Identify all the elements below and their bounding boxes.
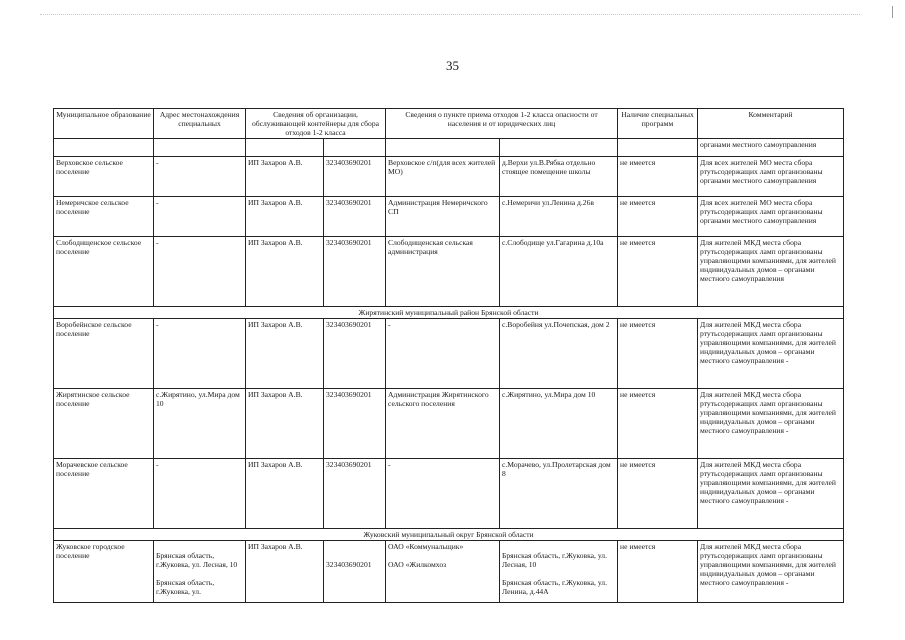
cell-comment: Для жителей МКД места сбора ртутьсодержащих ламп организованы управляющими компаниями, для жителей индивидуальных домов – органами местного самоуправления -: [698, 389, 844, 459]
cell-municipality: Верховское сельское поселение: [54, 157, 154, 197]
scan-noise-line: [40, 14, 860, 16]
cell-inn: 323403690201: [324, 389, 386, 459]
cell-inn: 323403690201: [324, 459, 386, 529]
cell-comment: Для всех жителей МО места сбора ртутьсодержащих ламп организованы органами местного самоуправления: [698, 157, 844, 197]
cell-comment: Для всех жителей МО места сбора ртутьсодержащих ламп организованы органами местного самоуправления: [698, 197, 844, 237]
cell-org: ИП Захаров А.В.: [246, 237, 324, 307]
cell-point-name: Администрация Жирятинского сельского поселения: [386, 389, 500, 459]
cell-org: ИП Захаров А.В.: [246, 459, 324, 529]
header-organization: Сведения об организации, обслуживающей контейнеры для сбора отходов 1-2 класса: [246, 109, 386, 139]
cell-org: ИП Захаров А.В.: [246, 389, 324, 459]
cell-programs: не имеется: [618, 389, 698, 459]
cell-programs: не имеется: [618, 157, 698, 197]
cell-comment: Для жителей МКД места сбора ртутьсодержащих ламп организованы управляющими компаниями, для жителей индивидуальных домов – органами местного самоуправления -: [698, 541, 844, 603]
cell-comment: Для жителей МКД места сбора ртутьсодержащих ламп организованы управляющими компаниями, для жителей индивидуальных домов – органами местного самоуправления -: [698, 459, 844, 529]
scan-corner-mark: [892, 6, 893, 18]
cell-point-address: [500, 541, 618, 603]
header-programs: Наличие специальных программ: [618, 109, 698, 139]
cell-org: ИП Захаров А.В.: [246, 319, 324, 389]
cell-comment: Для жителей МКД места сбора ртутьсодержащих ламп организованы управляющими компаниями, для жителей индивидуальных домов – органами местного самоуправления: [698, 237, 844, 307]
cell-inn: 323403690201: [324, 197, 386, 237]
cell-point-address: с.Морачево, ул.Пролетарская дом 8: [500, 459, 618, 529]
cell-address: -: [154, 157, 246, 197]
table-row: [54, 237, 844, 307]
cell-point-name: -: [386, 319, 500, 389]
cell-point-address: с.Слободище ул.Гагарина д.10а: [500, 237, 618, 307]
cell-org: ИП Захаров А.В.: [246, 157, 324, 197]
cell-address-line-2: Брянская область, г.Жуковка, ул.: [156, 578, 215, 596]
cell-programs: не имеется: [618, 319, 698, 389]
table-row: [54, 389, 844, 459]
header-comment: Комментарий: [698, 109, 844, 139]
cell-address-line-1: Брянская область, г.Жуковка, ул. Лесная, 10: [156, 551, 238, 569]
table-row: [54, 197, 844, 237]
cell-inn: 323403690201: [324, 157, 386, 197]
cell-inn: [324, 541, 386, 603]
header-municipality: Муниципальное образование: [54, 109, 154, 139]
continuation-comment: органами местного самоуправления: [698, 139, 844, 157]
cell-point-name-2: ОАО «Жилкомхоз: [388, 560, 447, 569]
cell-municipality: Жирятинское сельское поселение: [54, 389, 154, 459]
section-row: [54, 307, 844, 319]
cell-point-address: д.Верхи ул.В.Рябка отдельно стоящее помещение школы: [500, 157, 618, 197]
table-header-row: [54, 109, 844, 139]
header-address: Адрес местонахождения специальных: [154, 109, 246, 139]
cell-point-address: с.Воробейня ул.Почепская, дом 2: [500, 319, 618, 389]
cell-point-name: Верховское с/п(для всех жителей МО): [386, 157, 500, 197]
cell-programs: не имеется: [618, 237, 698, 307]
waste-collection-table: [53, 108, 844, 603]
cell-address: -: [154, 459, 246, 529]
section-row: [54, 529, 844, 541]
cell-address: [154, 541, 246, 603]
page-number: 35: [446, 58, 459, 73]
cell-inn: 323403690201: [324, 237, 386, 307]
cell-address: -: [154, 237, 246, 307]
section-title-zhiryatino: Жирятинский муниципальный район Брянской области: [54, 307, 844, 319]
table-row: [54, 157, 844, 197]
cell-municipality: Немеричское сельское поселение: [54, 197, 154, 237]
cell-point-address-2: Брянская область, г.Жуковка, ул. Ленина, д.44А: [502, 578, 607, 596]
cell-point-address: с.Немеричи ул.Ленина д.26в: [500, 197, 618, 237]
table-row: [54, 319, 844, 389]
table-row: [54, 541, 844, 603]
cell-org: ИП Захаров А.В.: [246, 541, 324, 603]
cell-point-address: с.Жирятино, ул.Мира дом 10: [500, 389, 618, 459]
cell-municipality: Жуковское городское поселение: [54, 541, 154, 603]
cell-point-name-1: ОАО «Коммунальщик»: [388, 542, 464, 551]
continuation-row: [54, 139, 844, 157]
cell-programs: не имеется: [618, 541, 698, 603]
cell-inn: 323403690201: [324, 319, 386, 389]
cell-point-name: [386, 541, 500, 603]
cell-comment: Для жителей МКД места сбора ртутьсодержащих ламп организованы управляющими компаниями, для жителей индивидуальных домов – органами местного самоуправления -: [698, 319, 844, 389]
cell-municipality: Слободищенское сельское поселение: [54, 237, 154, 307]
cell-programs: не имеется: [618, 459, 698, 529]
cell-municipality: Воробейнское сельское поселение: [54, 319, 154, 389]
section-title-zhukovka: Жуковский муниципальный округ Брянской области: [54, 529, 844, 541]
cell-municipality: Морачевское сельское поселение: [54, 459, 154, 529]
cell-point-address-1: Брянская область, г.Жуковка, ул. Лесная, 10: [502, 551, 607, 569]
table-row: [54, 459, 844, 529]
cell-address: с.Жирятино, ул.Мира дом 10: [154, 389, 246, 459]
cell-point-name: Слободищенская сельская администрация: [386, 237, 500, 307]
cell-programs: не имеется: [618, 197, 698, 237]
cell-address: -: [154, 319, 246, 389]
cell-inn-value: 323403690201: [326, 560, 372, 569]
header-point-info: Сведения о пункте приема отходов 1-2 класса опасности от населения и от юридических лиц: [386, 109, 618, 139]
cell-address: -: [154, 197, 246, 237]
cell-point-name: -: [386, 459, 500, 529]
cell-point-name: Администрация Немеричского СП: [386, 197, 500, 237]
cell-org: ИП Захаров А.В.: [246, 197, 324, 237]
